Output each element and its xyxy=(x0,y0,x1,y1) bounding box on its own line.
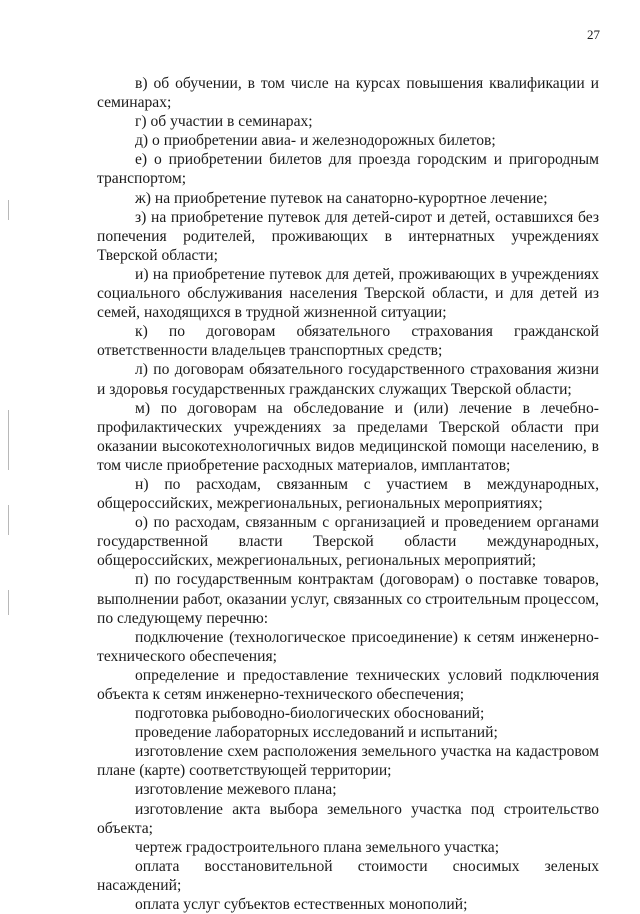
paragraph: м) по договорам на обследование и (или) лечение в лечебно-профилактических учреждениях за пределами Тверской области при оказании высокотехнологичных видов медицинской помощи населению, в том числе приобретение расходных материалов, имплантатов; xyxy=(97,399,599,474)
paragraph: о) по расходам, связанным с организацией и проведением органами государственной власти Тверской области международных, общероссийских, межрегиональных, региональных мероприятий; xyxy=(97,514,599,570)
document-body xyxy=(97,74,599,914)
paragraph: к) по договорам обязательного страхования гражданской ответственности владельцев транспортных средств; xyxy=(97,323,599,360)
list-item: чертеж градостроительного плана земельного участка; xyxy=(135,838,500,856)
paragraph: п) по государственным контрактам (договорам) о поставке товаров, выполнении работ, оказании услуг, связанных со строительным процессом, по следующему перечню: xyxy=(97,571,599,627)
paragraph: д) о приобретении авиа- и железнодорожных билетов; xyxy=(135,132,496,150)
paragraph: г) об участии в семинарах; xyxy=(135,113,313,131)
paragraph: л) по договорам обязательного государственного страхования жизни и здоровья государственных гражданских служащих Тверской области; xyxy=(97,361,599,398)
scan-edge-mark xyxy=(8,505,9,535)
list-item: изготовление схем расположения земельного участка на кадастровом плане (карте) соответствующей территории; xyxy=(97,743,599,780)
list-item: определение и предоставление технических условий подключения объекта к сетям инженерно-технического обеспечения; xyxy=(97,666,599,703)
paragraph: в) об обучении, в том числе на курсах повышения квалификации и семинарах; xyxy=(97,75,599,112)
list-item: проведение лабораторных исследований и испытаний; xyxy=(135,724,498,742)
page-number: 27 xyxy=(587,27,600,42)
scan-edge-mark xyxy=(8,410,9,470)
scan-edge-mark xyxy=(8,590,9,615)
paragraph: е) о приобретении билетов для проезда городским и пригородным транспортом; xyxy=(97,151,599,188)
list-item: изготовление акта выбора земельного участка под строительство объекта; xyxy=(97,800,599,837)
scan-edge-mark xyxy=(8,200,9,220)
paragraph: н) по расходам, связанным с участием в международных, общероссийских, межрегиональных, региональных мероприятиях; xyxy=(97,475,599,513)
list-item: подготовка рыбоводно-биологических обоснований; xyxy=(135,705,485,723)
list-item: оплата услуг субъектов естественных монополий; xyxy=(135,896,468,914)
list-item: оплата восстановительной стоимости сносимых зеленых насаждений; xyxy=(97,857,599,894)
paragraph: и) на приобретение путевок для детей, проживающих в учреждениях социального обслуживания населения Тверской области, и для детей из семей, находящихся в трудной жизненной ситуации; xyxy=(97,265,599,322)
list-item: изготовление межевого плана; xyxy=(135,781,337,799)
paragraph: ж) на приобретение путевок на санаторно-курортное лечение; xyxy=(135,189,548,207)
list-item: подключение (технологическое присоединение) к сетям инженерно-технического обеспечения; xyxy=(97,628,599,665)
paragraph: з) на приобретение путевок для детей-сирот и детей, оставшихся без попечения родителей, проживающих в интернатных учреждениях Тверской области; xyxy=(97,208,599,264)
